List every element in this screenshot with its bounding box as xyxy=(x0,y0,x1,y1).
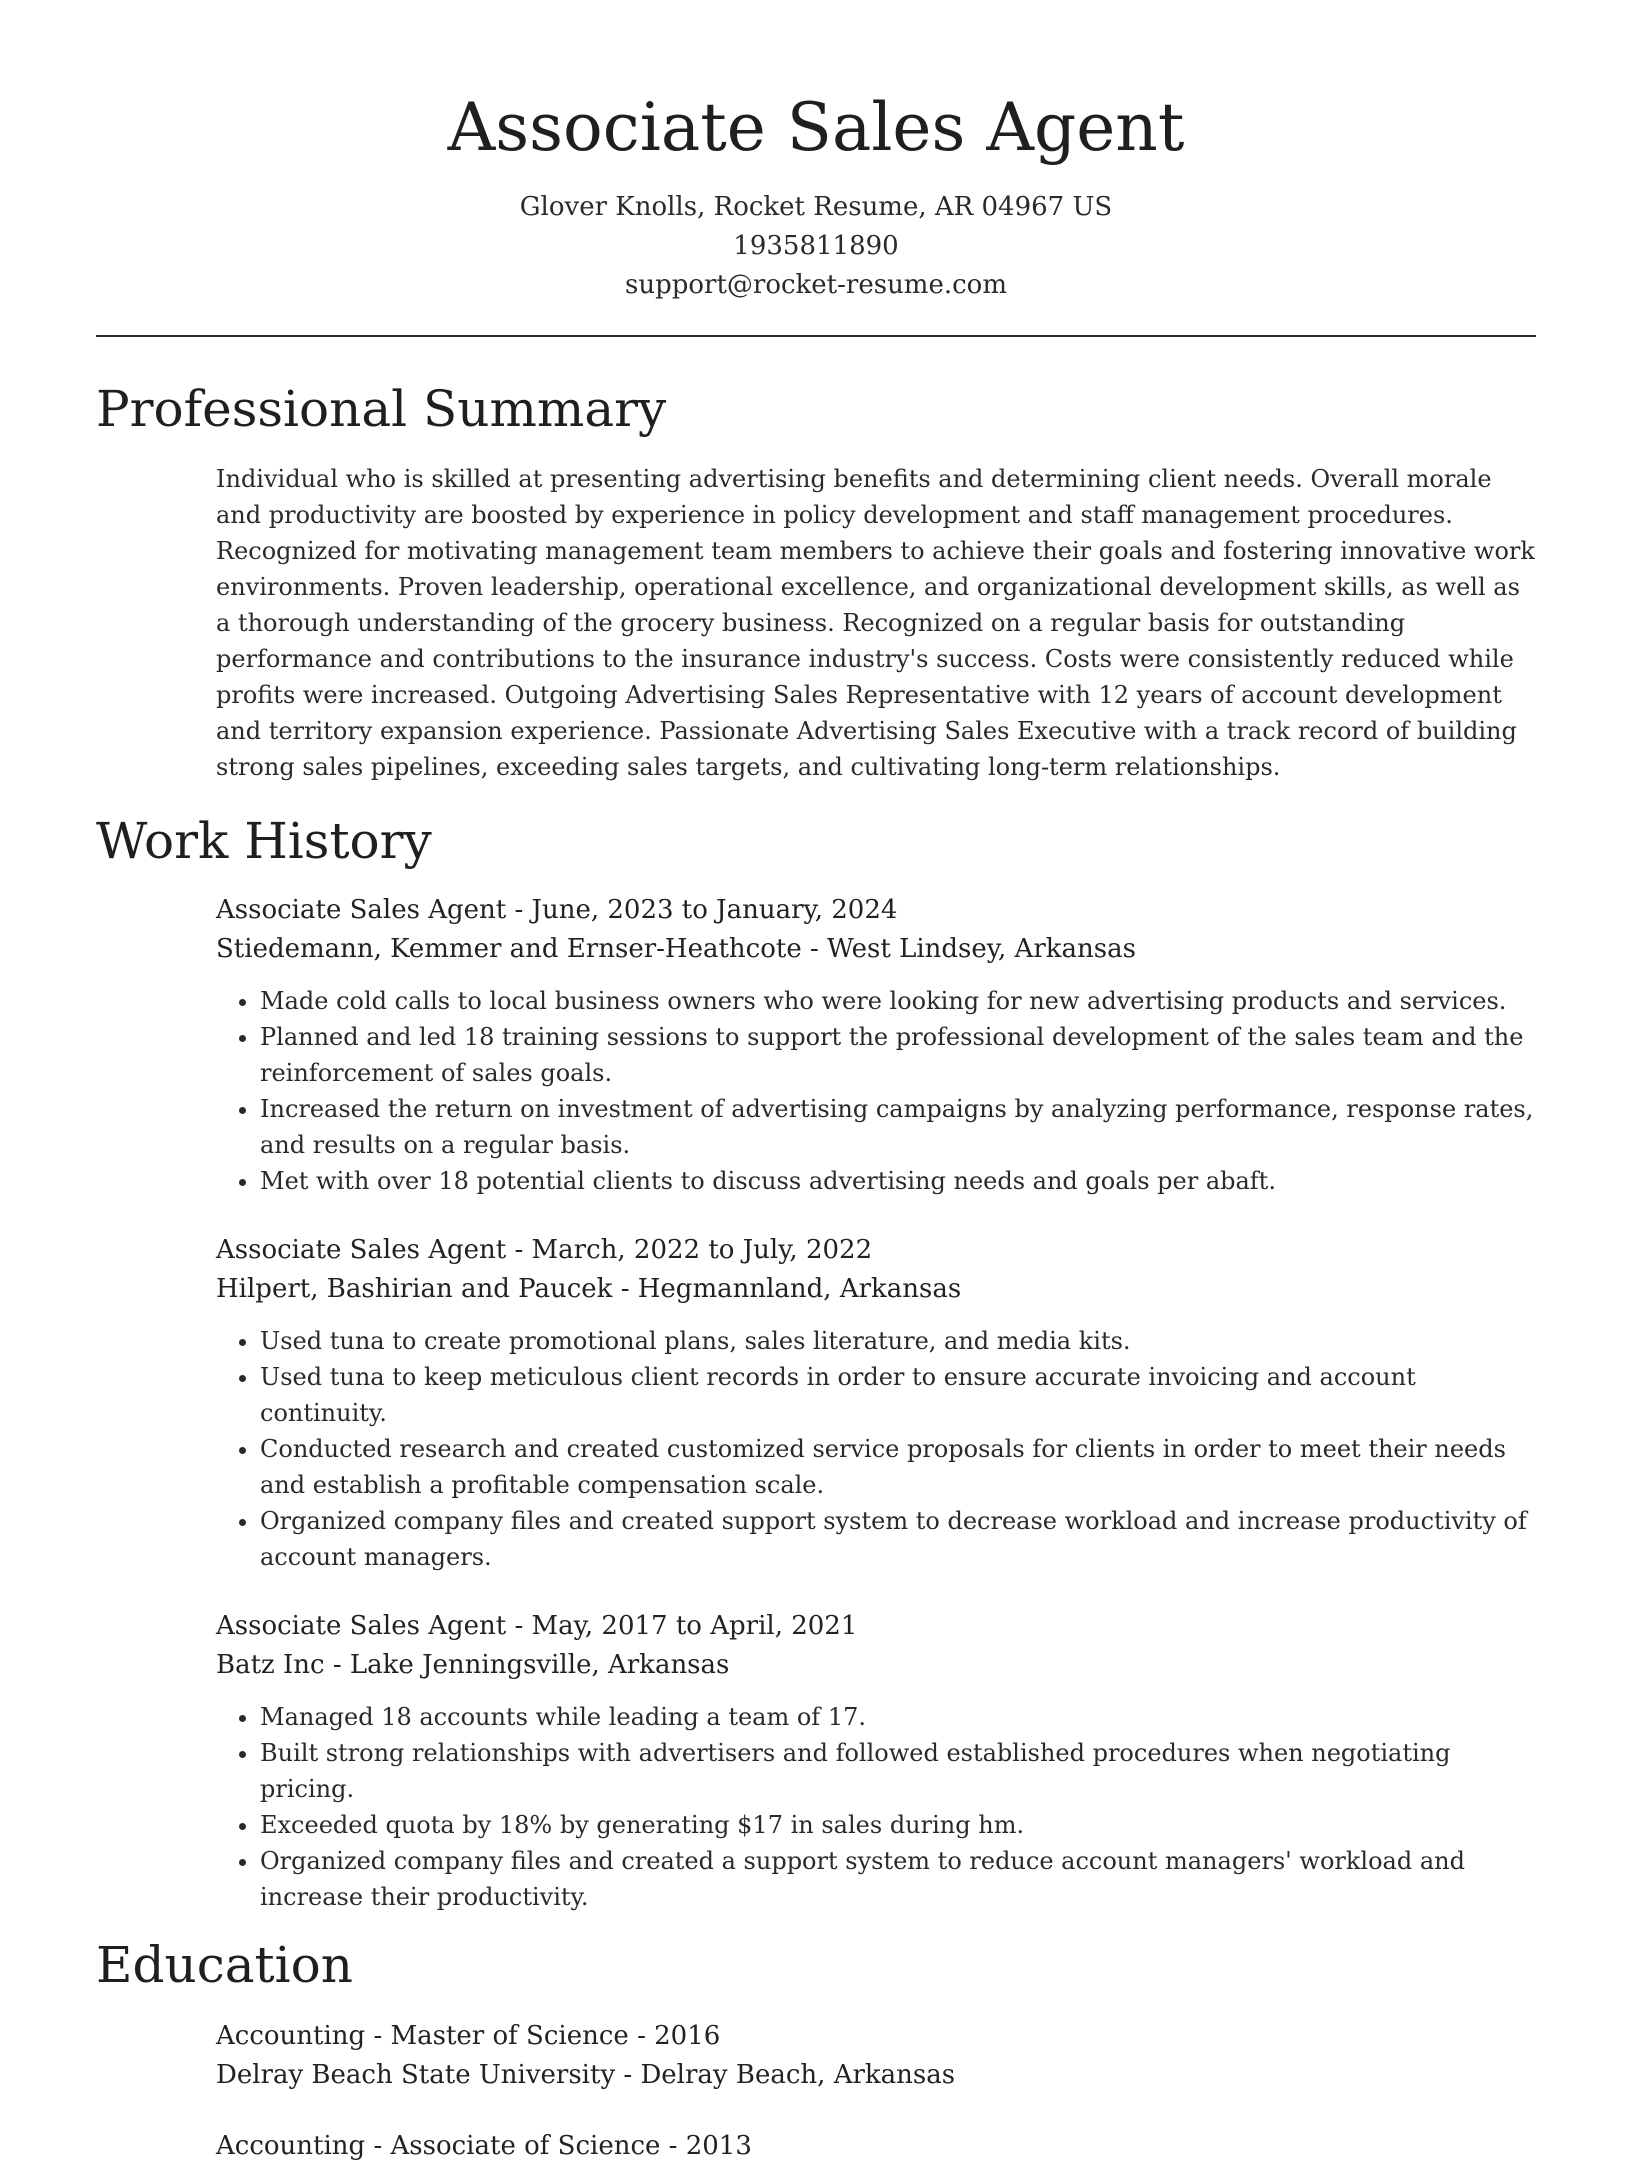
resume-page xyxy=(96,0,1536,2166)
resume-title: Associate Sales Agent xyxy=(447,89,1185,166)
bullet-item: • Exceeded quota by 18% by generating $17 in sales during hm. xyxy=(260,1807,1536,1843)
job-title-line: Associate Sales Agent - May, 2017 to April, 2021 xyxy=(216,1611,858,1641)
bullet-item: • Conducted research and created customized service proposals for clients in order to meet their needs and establish a profitable compensation scale. xyxy=(260,1431,1536,1503)
school-line: Delray Beach State University - Delray Beach, Arkansas xyxy=(216,2060,956,2090)
degree-line: Accounting - Master of Science - 2016 xyxy=(216,2021,721,2051)
job-company-line: Hilpert, Bashirian and Paucek - Hegmannland, Arkansas xyxy=(216,1274,962,1304)
bullet-item: • Used tuna to keep meticulous client records in order to ensure accurate invoicing and account continuity. xyxy=(260,1359,1536,1431)
bullet-item: • Made cold calls to local business owners who were looking for new advertising products and services. xyxy=(260,983,1536,1019)
job-entry xyxy=(216,891,1536,1199)
job-bullets xyxy=(216,1323,1536,1575)
header-divider xyxy=(96,335,1536,337)
bullet-item: • Used tuna to create promotional plans, sales literature, and media kits. xyxy=(260,1323,1536,1359)
job-company-line: Batz Inc - Lake Jenningsville, Arkansas xyxy=(216,1650,730,1680)
job-entry xyxy=(216,1607,1536,1915)
job-bullets xyxy=(216,1699,1536,1915)
summary-heading: Professional Summary xyxy=(96,380,667,438)
contact-block xyxy=(96,188,1536,305)
summary-text: Individual who is skilled at presenting advertising benefits and determining client needs. Overall morale and productivity are boosted by experience in policy development and staff management procedures. Recognized for motivating management team members to achieve their goals and fostering innovative work environments. Proven leadership, operational excellence, and organizational development skills, as well as a thorough understanding of the grocery business. Recognized on a regular basis for outstanding performance and contributions to the insurance industry's success. Costs were consistently reduced while profits were increased. Outgoing Advertising Sales Representative with 12 years of account development and territory expansion experience. Passionate Advertising Sales Executive with a track record of building strong sales pipelines, exceeding sales targets, and cultivating long-term relationships. xyxy=(216,465,1535,781)
bullet-item: • Organized company files and created support system to decrease workload and increase productivity of account managers. xyxy=(260,1503,1536,1575)
contact-email: support@rocket-resume.com xyxy=(624,270,1007,300)
education-entry xyxy=(216,2017,1536,2095)
education-entry xyxy=(216,2127,1536,2166)
bullet-item: • Increased the return on investment of advertising campaigns by analyzing performance, response rates, and results on a regular basis. xyxy=(260,1091,1536,1163)
contact-phone: 1935811890 xyxy=(733,231,899,261)
bullet-item: • Organized company files and created a support system to reduce account managers' workload and increase their productivity. xyxy=(260,1843,1536,1915)
bullet-item: • Planned and led 18 training sessions to support the professional development of the sales team and the reinforcement of sales goals. xyxy=(260,1019,1536,1091)
work-history-heading: Work History xyxy=(96,812,432,870)
education-heading: Education xyxy=(96,1936,353,1994)
job-title-line: Associate Sales Agent - June, 2023 to January, 2024 xyxy=(216,895,898,925)
bullet-item: • Built strong relationships with advertisers and followed established procedures when negotiating pricing. xyxy=(260,1735,1536,1807)
bullet-item: • Managed 18 accounts while leading a team of 17. xyxy=(260,1699,1536,1735)
job-bullets xyxy=(216,983,1536,1199)
bullet-item: • Met with over 18 potential clients to discuss advertising needs and goals per abaft. xyxy=(260,1163,1536,1199)
contact-address: Glover Knolls, Rocket Resume, AR 04967 US xyxy=(519,192,1113,222)
job-company-line: Stiedemann, Kemmer and Ernser-Heathcote - West Lindsey, Arkansas xyxy=(216,934,1136,964)
job-entry xyxy=(216,1231,1536,1575)
degree-line: Accounting - Associate of Science - 2013 xyxy=(216,2131,752,2161)
job-title-line: Associate Sales Agent - March, 2022 to July, 2022 xyxy=(216,1235,873,1265)
